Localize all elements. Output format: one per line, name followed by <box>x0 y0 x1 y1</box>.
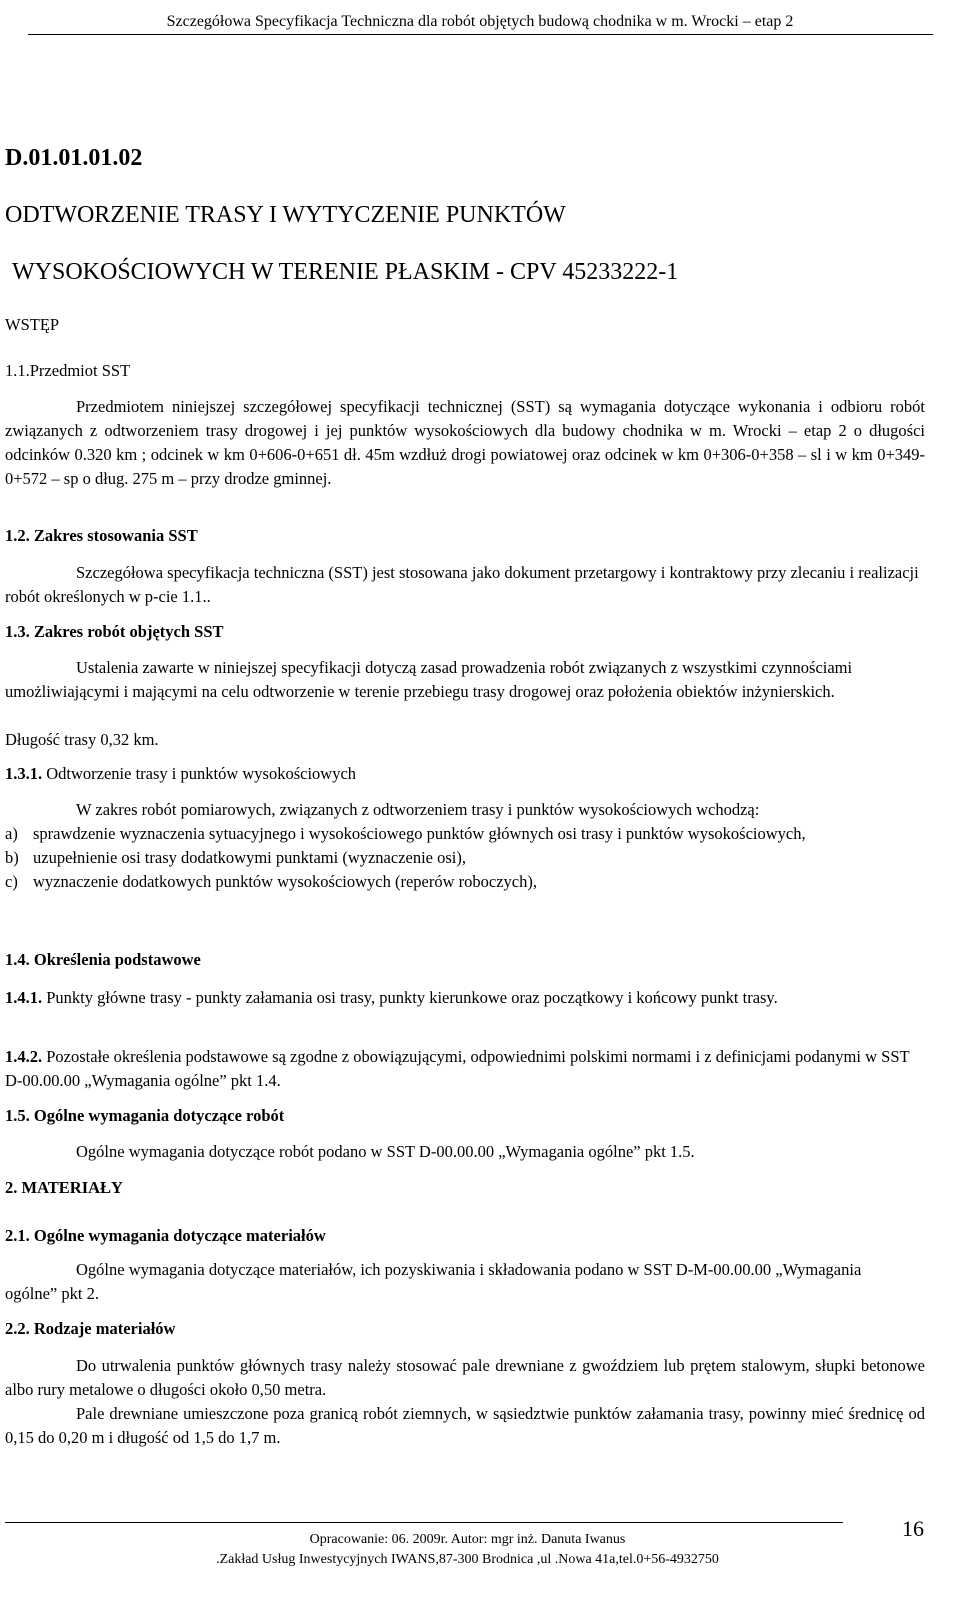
paragraph-1-4-1 <box>5 986 925 1010</box>
list-item <box>5 870 925 894</box>
paragraph-1-4-2-number: 1.4.2. <box>5 1047 43 1066</box>
paragraph-2-2-a: Do utrwalenia punktów głównych trasy należy stosować pale drewniane z gwoździem lub prętem stalowym, słupki betonowe albo rury metalowe o długości około 0,50 metra. <box>5 1356 925 1399</box>
list-item <box>5 822 925 846</box>
heading-1-3-1-title: Odtworzenie trasy i punktów wysokościowych <box>46 764 357 783</box>
paragraph-2-1: Ogólne wymagania dotyczące materiałów, ich pozyskiwania i składowania podano w SST D-M-00.00.00 „Wymagania ogólne” pkt 2. <box>5 1260 862 1303</box>
heading-1-3-1 <box>5 762 356 786</box>
list-item-text: sprawdzenie wyznaczenia sytuacyjnego i wysokościowego punktów głównych osi trasy i punktów wysokościowych, <box>33 824 806 843</box>
heading-1-4: 1.4. Określenia podstawowe <box>5 950 201 969</box>
heading-1-3-1-number: 1.3.1. <box>5 764 43 783</box>
heading-1-2: 1.2. Zakres stosowania SST <box>5 526 198 545</box>
survey-works-list <box>5 822 925 894</box>
list-item-text: wyznaczenie dodatkowych punktów wysokościowych (reperów roboczych), <box>33 872 537 891</box>
paragraph-1-4-1-number: 1.4.1. <box>5 988 43 1007</box>
heading-1-1: 1.1.Przedmiot SST <box>5 361 131 380</box>
paragraph-1-3-1-intro: W zakres robót pomiarowych, związanych z odtworzeniem trasy i punktów wysokościowych wchodzą: <box>76 800 760 819</box>
heading-2-1: 2.1. Ogólne wymagania dotyczące materiałów <box>5 1226 326 1245</box>
title-line-2: WYSOKOŚCIOWYCH W TERENIE PŁASKIM - CPV 45233222-1 <box>12 259 679 285</box>
running-header: Szczegółowa Specyfikacja Techniczna dla robót objętych budową chodnika w m. Wrocki – etap 2 <box>166 13 794 30</box>
paragraph-2-2-b: Pale drewniane umieszczone poza granicą robót ziemnych, w sąsiedztwie punktów załamania trasy, powinny mieć średnicę od 0,15 do 0,20 m i długość od 1,5 do 1,7 m. <box>5 1404 925 1447</box>
paragraph-1-5: Ogólne wymagania dotyczące robót podano w SST D-00.00.00 „Wymagania ogólne” pkt 1.5. <box>76 1142 695 1161</box>
footer-rule <box>5 1522 843 1523</box>
page-number: 16 <box>902 1516 924 1541</box>
title-line-1: ODTWORZENIE TRASY I WYTYCZENIE PUNKTÓW <box>5 202 566 228</box>
list-item <box>5 846 925 870</box>
list-item-text: uzupełnienie osi trasy dodatkowymi punktami (wyznaczenie osi), <box>33 848 467 867</box>
list-item-label: c) <box>5 872 18 891</box>
paragraph-1-4-2-text: Pozostałe określenia podstawowe są zgodne z obowiązującymi, odpowiednimi polskimi normami i z definicjami podanymi w SST D-00.00.00 „Wymagania ogólne” pkt 1.4. <box>5 1047 910 1090</box>
route-length: Długość trasy 0,32 km. <box>5 730 159 749</box>
footer-author: Opracowanie: 06. 2009r. Autor: mgr inż. Danuta Iwanus <box>309 1532 626 1547</box>
heading-1-3: 1.3. Zakres robót objętych SST <box>5 622 224 641</box>
footer-company: .Zakład Usług Inwestycyjnych IWANS,87-300 Brodnica ,ul .Nowa 41a,tel.0+56-4932750 <box>216 1552 719 1567</box>
heading-1-5: 1.5. Ogólne wymagania dotyczące robót <box>5 1106 285 1125</box>
heading-2: 2. MATERIAŁY <box>5 1178 123 1197</box>
paragraph-1-1: Przedmiotem niniejszej szczegółowej specyfikacji technicznej (SST) są wymagania dotyczące wykonania i odbioru robót związanych z odtworzeniem trasy drogowej i jej punktów wysokościowych dla budowy chodnika w m. Wrocki – etap 2 o długości odcinków 0.320 km ; odcinek w km 0+606-0+651 dł. 45m wzdłuż drogi powiatowej oraz odcinek w km 0+306-0+358 – sl i w km 0+349-0+572 – sp o dług. 275 m – przy drodze gminnej. <box>5 397 925 488</box>
header-rule <box>28 34 933 35</box>
section-wstep: WSTĘP <box>5 315 60 334</box>
paragraph-1-4-2 <box>5 1045 925 1093</box>
paragraph-1-3: Ustalenia zawarte w niniejszej specyfikacji dotyczą zasad prowadzenia robót związanych z wszystkimi czynnościami umożliwiającymi i mającymi na celu odtworzenie w terenie przebiegu trasy drogowej oraz położenia obiektów inżynierskich. <box>5 658 853 701</box>
list-item-label: a) <box>5 824 18 843</box>
paragraph-1-4-1-text: Punkty główne trasy - punkty załamania osi trasy, punkty kierunkowe oraz początkowy i końcowy punkt trasy. <box>46 988 778 1007</box>
heading-2-2: 2.2. Rodzaje materiałów <box>5 1319 176 1338</box>
spec-code: D.01.01.01.02 <box>5 145 143 171</box>
paragraph-1-2: Szczegółowa specyfikacja techniczna (SST) jest stosowana jako dokument przetargowy i kontraktowy przy zlecaniu i realizacji robót określonych w p-cie 1.1.. <box>5 563 919 606</box>
list-item-label: b) <box>5 848 19 867</box>
